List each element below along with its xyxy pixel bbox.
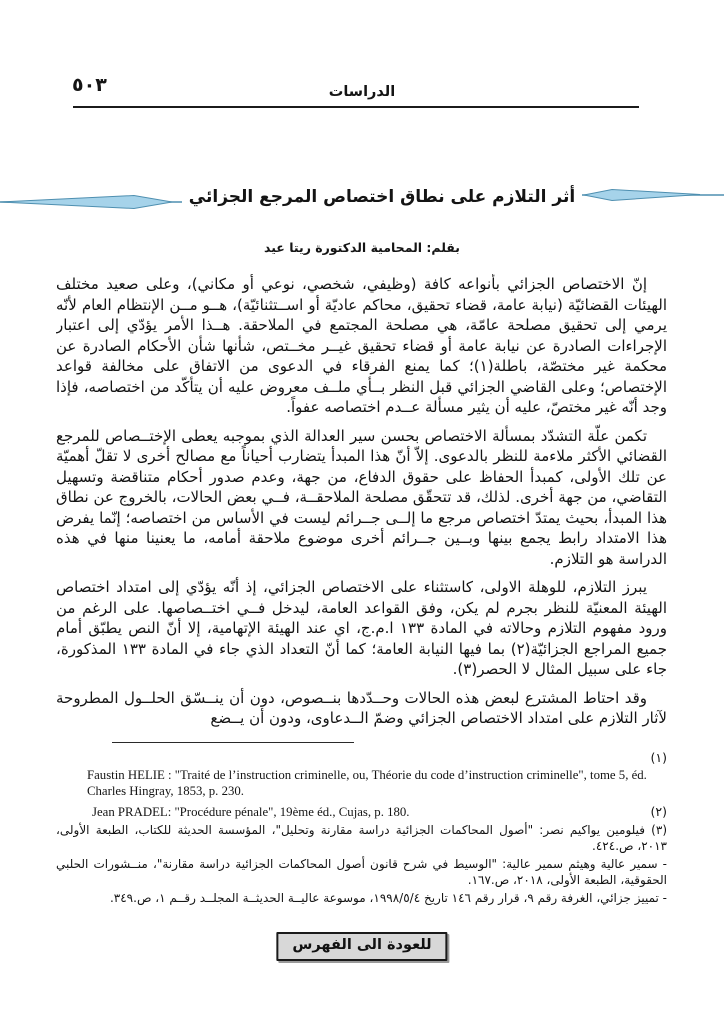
paragraph-4: وقد احتاط المشترع لبعض هذه الحالات وحــدّدها بنــصوص، دون أن ينــسّق الحلــول المطروحة لآثار التلازم على امتداد الاختصاص الجزائي وضمّ الــدعاوى، ودون أن يــضع bbox=[56, 688, 667, 727]
byline: بقلم: المحامية الدكتورة ريتا عيد bbox=[263, 240, 460, 255]
footnote-2-row bbox=[92, 804, 667, 821]
paragraph-3: يبرز التلازم، للوهلة الاولى، كاستثناء على الاختصاص الجزائي، إذ أنّه يؤدّي إلى امتداد اختصاص الهيئة المعنيّة للنظر بجرم لم يكن، وفق القواعد العامة، ليدخل فــي اختــصاصها. على الرغم من ورود مفهوم التلازم وحالاته في المادة ١٣٣ ا.م.ج، اي عند الهيئة الإتهامية، إلا أنّ النص يطبّق أمام جميع المراجع الجزائيّة(٢) بما فيها النيابة العامة؛ كما أنّ التعداد الذي جاء في المادة ١٣٣ المذكورة، جاء على سبيل المثال لا الحصر(٣). bbox=[56, 578, 667, 678]
article-title: أثر التلازم على نطاق اختصاص المرجع الجزائي bbox=[188, 187, 576, 207]
title-decoration-right-icon bbox=[582, 186, 724, 204]
footnote-2-text: Jean PRADEL: "Procédure pénale", 19ème éd., Cujas, p. 180. bbox=[92, 804, 410, 819]
title-decoration-left-icon bbox=[0, 193, 182, 211]
footnote-separator bbox=[112, 742, 354, 743]
footnote-3-text: (٣) فيلومين يواكيم نصر: "أصول المحاكمات الجزائية دراسة مقارنة وتحليل"، المؤسسة الحديثة للكتاب، الطبعة الأولى، ٢٠١٣، ص.٤٢٤. bbox=[56, 823, 667, 853]
footnote-3-reference-1: - سمير عالية وهيثم سمير عالية: "الوسيط في شرح قانون أصول المحاكمات الجزائية دراسة مقارنة"، منــشورات الحلبي الحقوقية، الطبعة الأولى، ٢٠١٨، ص.١٦٧. bbox=[56, 857, 667, 887]
page-number: ٥٠٣ bbox=[72, 74, 107, 96]
footnotes bbox=[56, 750, 667, 907]
footnote-1-marker: (١) bbox=[650, 750, 667, 765]
article-body bbox=[56, 274, 667, 740]
paragraph-1: إنّ الاختصاص الجزائي بأنواعه كافة (وظيفي، شخصي، نوعي أو مكاني)، وعلى صعيد مختلف الهيئات القضائيّة (نيابة عامة، قضاء تحقيق، محاكم عاديّة أو اســتثنائيّة)، هــو مــن الإنتظام العام لأنّه يرمي إلى تحقيق مصلحة عامّة، هي مصلحة المجتمع في الملاحقة. هــذا الأمر يؤدّي إلى اعتبار الإجراءات الصادرة عن نيابة عامة أو قضاء تحقيق غيــر مخــتص، شأنها شأن الأحكام الصادرة عن محكمة غير مختصّة، باطلة(١)؛ كما يمنع الفرقاء في الدعوى من الاتفاق على مخالفة قواعد الإختصاص؛ وعلى القاضي الجزائي قبل النظر بــأي ملــف معروض عليه أن يتأكّد من اختصاصه، فإذا وجد أنّه غير مختصّ، عليه أن يثير مسألة عــدم اختصاصه عفواً. bbox=[56, 275, 667, 416]
footnote-1-text: Faustin HELIE : "Traité de l’instruction criminelle, ou, Théorie du code d’instruction criminelle", tome 5, éd. Charles Hingray, 1853, p. 230. bbox=[87, 767, 647, 798]
return-to-index-button[interactable]: للعودة الى الفهرس bbox=[276, 932, 447, 961]
header-divider bbox=[73, 106, 639, 108]
article-title-row bbox=[28, 180, 696, 214]
footnote-3-block bbox=[56, 823, 667, 907]
footnote-2-marker: (٢) bbox=[650, 803, 667, 819]
paragraph-2: تكمن علّة التشدّد بمسألة الاختصاص بحسن سير العدالة الذي بموجبه يعطى الإختــصاص للمرجع القضائي الأكثر ملاءمة للنظر بالدعوى. إلاّ أنّ هذا المبدأ يتضارب أحياناً مع مصالح أخرى لا تقلّ أهميّة عن تلك الأولى، كمبدأ الحفاظ على حقوق الدفاع، من جهة، وعدم صدور أحكام متناقضة وتسهيل التقاضي، من جهة أخرى. لذلك، قد تتحقّق مصلحة الملاحقــة، فــي بعض الحالات، بالخروج عن نطاق هذا المبدأ، بحيث يمتدّ اختصاص مرجع ما إلــى جــرائم ليست في الأساس من اختصاصه؛ إنّما يفرض هذا الامتداد رابط يجمع بينها وبــين جــرائم أخرى موضوع ملاحقة أمامه، ما يعنينا منها في هذه الدراسة هو التلازم. bbox=[56, 426, 667, 568]
footnote-3-reference-2: - تمييز جزائي، الغرفة رقم ٩، قرار رقم ١٤٦ تاريخ ١٩٩٨/٥/٤، موسوعة عاليــة الحديثــة المجلــد رقــم ١، ص.٣٤٩. bbox=[109, 891, 667, 905]
journal-section-title: الدراسات bbox=[328, 84, 396, 100]
